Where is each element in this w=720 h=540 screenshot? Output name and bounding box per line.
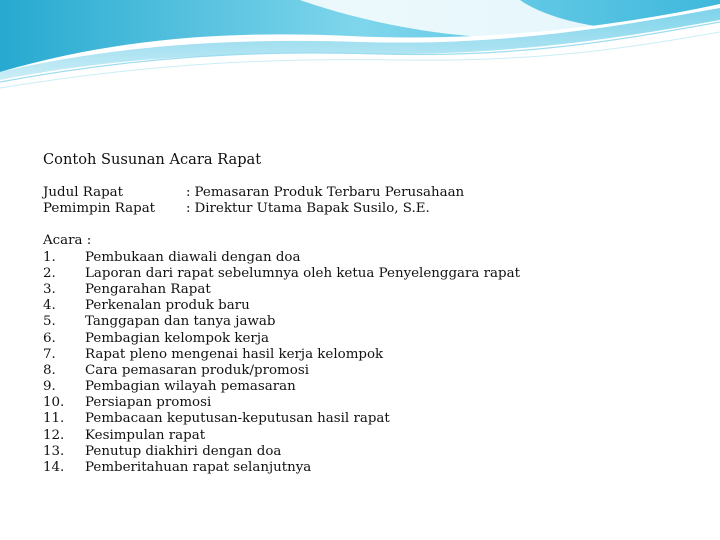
agenda-item — [43, 444, 703, 460]
agenda-item-text: Kesimpulan rapat — [85, 427, 206, 443]
agenda-item — [43, 298, 703, 314]
agenda-item-text: Rapat pleno mengenai hasil kerja kelompok — [85, 346, 384, 362]
agenda-item-number: 13. — [43, 443, 65, 459]
agenda-item-text: Pembagian wilayah pemasaran — [85, 379, 296, 395]
agenda-item-number: 10. — [43, 395, 65, 411]
agenda-item-number: 12. — [43, 427, 65, 443]
detail-colon: : — [186, 201, 191, 217]
agenda-item — [43, 411, 703, 427]
agenda-item-text: Pemberitahuan rapat selanjutnya — [85, 460, 312, 475]
agenda-item — [43, 363, 703, 379]
agenda-item-text: Persiapan promosi — [85, 395, 212, 411]
detail-label: Judul Rapat — [43, 185, 124, 200]
agenda-item-number: 7. — [43, 346, 56, 362]
header-wave-decoration — [0, 0, 720, 90]
agenda-item — [43, 331, 703, 347]
agenda-item-number: 2. — [43, 265, 56, 281]
agenda-item-number: 4. — [43, 298, 56, 314]
agenda-list — [43, 250, 703, 477]
agenda-item-number: 9. — [43, 379, 56, 395]
detail-value: Pemasaran Produk Terbaru Perusahaan — [194, 185, 465, 200]
slide-content — [43, 151, 703, 476]
agenda-item-number: 8. — [43, 362, 56, 378]
detail-value-wrap — [186, 201, 703, 217]
agenda-item-text: Pembukaan diawali dengan doa — [85, 249, 301, 265]
agenda-item-number: 1. — [43, 249, 56, 265]
agenda-item-text: Perkenalan produk baru — [85, 298, 250, 314]
agenda-item — [43, 282, 703, 298]
detail-row-judul — [43, 185, 703, 201]
agenda-item-text: Pembagian kelompok kerja — [85, 330, 269, 346]
detail-label: Pemimpin Rapat — [43, 201, 156, 217]
agenda-item-number: 3. — [43, 281, 56, 297]
detail-row-pemimpin — [43, 201, 703, 217]
agenda-item — [43, 314, 703, 330]
acara-heading: Acara : — [43, 233, 92, 249]
agenda-item — [43, 395, 703, 411]
agenda-item-number: 14. — [43, 460, 65, 475]
agenda-item-number: 5. — [43, 314, 56, 330]
agenda-item-text: Tanggapan dan tanya jawab — [85, 314, 276, 330]
slide-title: Contoh Susunan Acara Rapat — [43, 151, 262, 168]
agenda-item — [43, 379, 703, 395]
agenda-item-text: Penutup diakhiri dengan doa — [85, 443, 282, 459]
agenda-item — [43, 347, 703, 363]
agenda-item — [43, 266, 703, 282]
agenda-item — [43, 428, 703, 444]
agenda-item — [43, 460, 703, 476]
agenda-item-text: Pembacaan keputusan-keputusan hasil rapat — [85, 411, 390, 427]
agenda-item — [43, 250, 703, 266]
agenda-item-text: Cara pemasaran produk/promosi — [85, 362, 309, 378]
agenda-item-text: Laporan dari rapat sebelumnya oleh ketua Penyelenggara rapat — [85, 265, 520, 281]
agenda-item-number: 6. — [43, 330, 56, 346]
detail-colon: : — [186, 185, 191, 200]
detail-value-wrap — [186, 185, 703, 201]
agenda-item-text: Pengarahan Rapat — [85, 281, 211, 297]
agenda-item-number: 11. — [43, 411, 65, 427]
detail-value: Direktur Utama Bapak Susilo, S.E. — [194, 201, 430, 217]
